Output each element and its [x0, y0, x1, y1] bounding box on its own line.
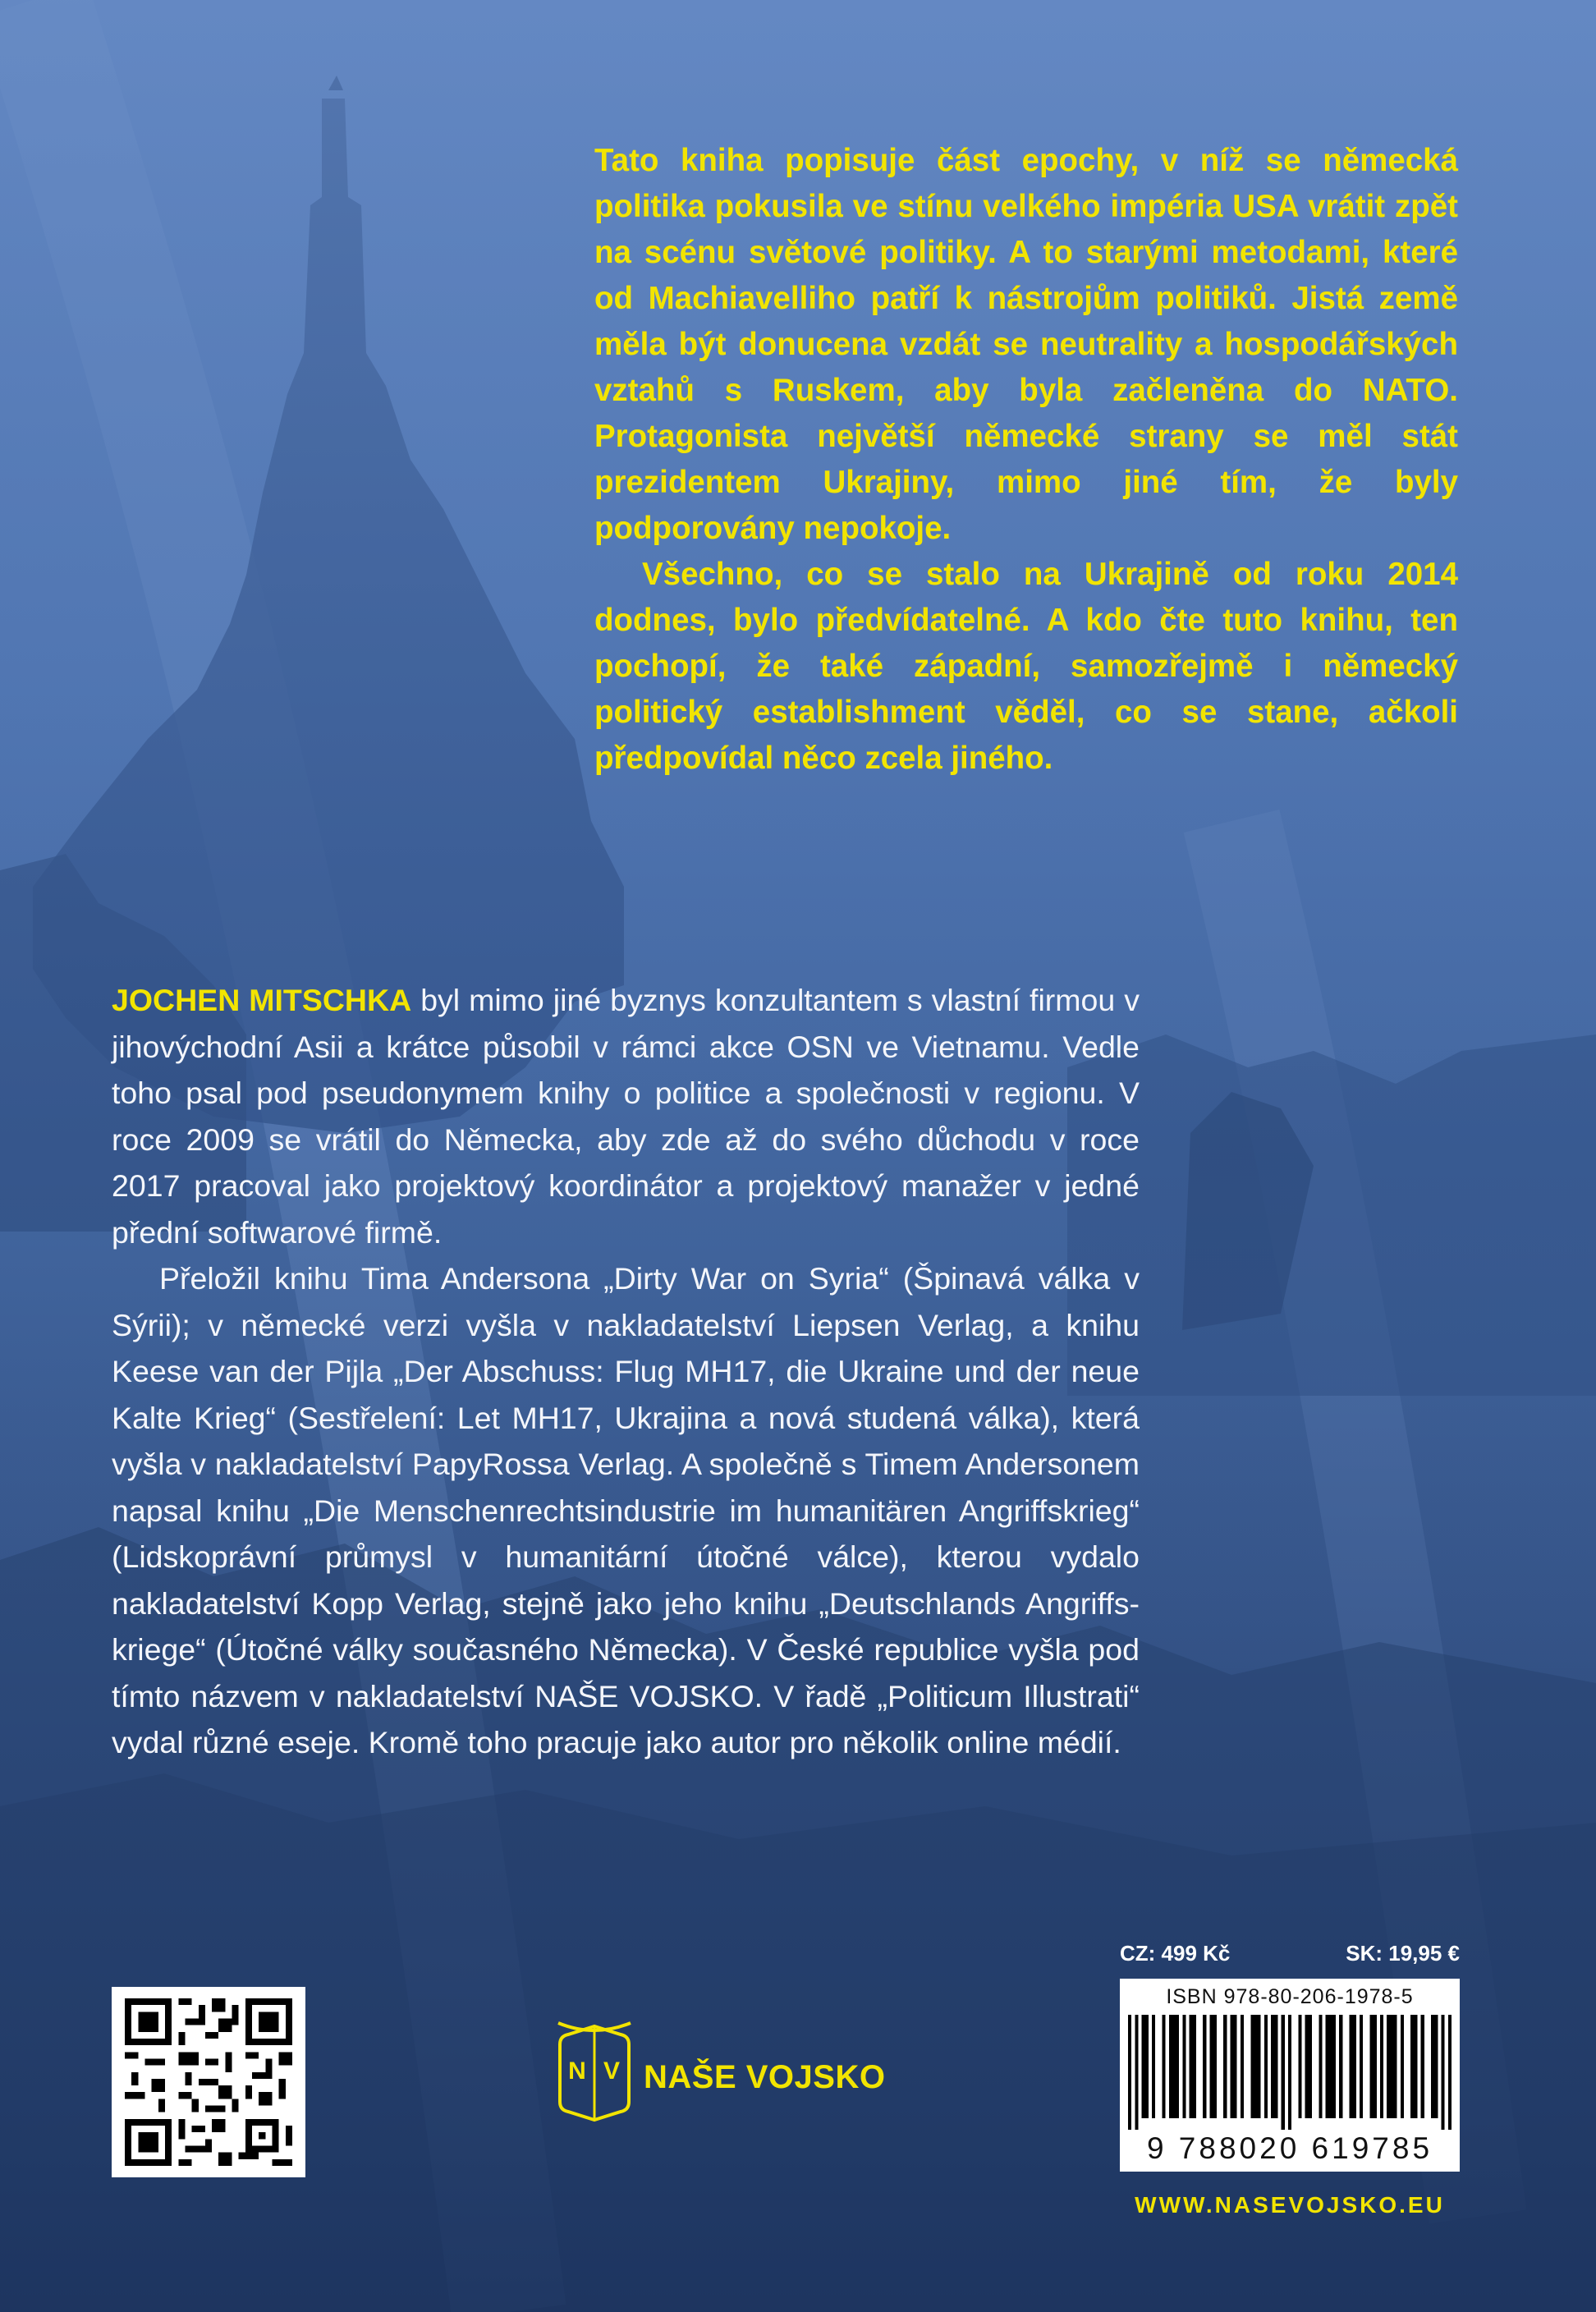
barcode-bars [1128, 2015, 1452, 2130]
price-eur: SK: 19,95 € [1346, 1941, 1460, 1966]
blurb-paragraph-1: Tato kniha popisuje část epochy, v níž se německá politika pokusila ve stínu velkého impéria USA vrátit zpět na scénu světové politiky. A to starými metodami, které od Machiavelliho patří k nástrojům politiků. Jistá země měla být donucena vzdát se neutrality a hospodářských vztahů s Ruskem, aby byla začleněna do NATO. Protagonista největší německé strany se měl stát prezidentem Ukrajiny, mimo jiné tím, že byly podporovány nepokoje. [594, 143, 1458, 546]
bio-paragraph-1 [112, 977, 1140, 1255]
emblem-letter-n: N [568, 2057, 586, 2085]
bio-paragraph-1-text: byl mimo jiné byznys konzultantem s vlastní firmou v jihovýchodní Asii a krátce působil v rámci akce OSN ve Vietnamu. Vedle toho psal pod pseudonymem knihy o politice a společnosti v regionu. V roce 2009 se vrátil do Německa, aby zde až do svého důchodu v roce 2017 pracoval jako projektový koordinátor a projektový manažer v jedné přední softwarové firmě. [112, 983, 1140, 1250]
qr-code-icon [123, 1998, 294, 2166]
price-czk: CZ: 499 Kč [1120, 1941, 1231, 1966]
qr-code[interactable] [112, 1987, 305, 2177]
isbn-label: ISBN 978-80-206-1978-5 [1166, 1985, 1414, 2008]
bio-paragraph-2: Přeložil knihu Tima Andersona „Dirty War on Syria“ (Špinavá válka v Sýrii); v německé verzi vyšla v nakladatelství Liepsen Verlag, a knihu Keese van der Pijla „Der Abschuss: Flug MH17, die Ukraine und der neue Kalte Krieg“ (Sestřelení: Let MH17, Ukrajina a nová studená válka), která vyšla v nakladatelství PapyRossa Verlag. A společně s Timem Andersonem napsal knihu „Die Menschenrechtsindustrie im humanitären Angriffskrieg“ (Lidskoprávní průmysl v humanitární útočné válce), kterou vydalo nakladatelství Kopp Verlag, stejně jako jeho knihu „Deutschlands Angriffs-kriege“ (Útočné války současného Německa). V České republice vyšla pod tímto názvem v nakladatelství NAŠE VOJSKO. V řadě „Politicum Illustrati“ vydal různé eseje. Kromě toho pracuje jako autor pro několik online médií. [112, 1261, 1140, 1759]
barcode-digits: 9 788020 619785 [1146, 2131, 1433, 2165]
emblem-letter-v: V [603, 2057, 621, 2085]
publisher-logo [555, 2020, 900, 2126]
author-bio [112, 977, 1140, 1766]
blurb-paragraph-2: Všechno, co se stalo na Ukrajině od roku 2014 dodnes, bylo předvídatelné. A kdo čte tuto knihu, ten pochopí, že také západní, samozřejmě i německý politický establishment věděl, co se stane, ačkoli předpovídal něco zcela jiného. [594, 557, 1458, 776]
publisher-website-link[interactable]: WWW.NASEVOJSKO.EU [1135, 2192, 1445, 2218]
barcode [1120, 1979, 1460, 2172]
book-blurb [594, 138, 1458, 782]
author-name: JOCHEN MITSCHKA [112, 983, 412, 1017]
publisher-name: NAŠE VOJSKO [644, 2059, 886, 2095]
publisher-emblem-icon [555, 2020, 634, 2123]
